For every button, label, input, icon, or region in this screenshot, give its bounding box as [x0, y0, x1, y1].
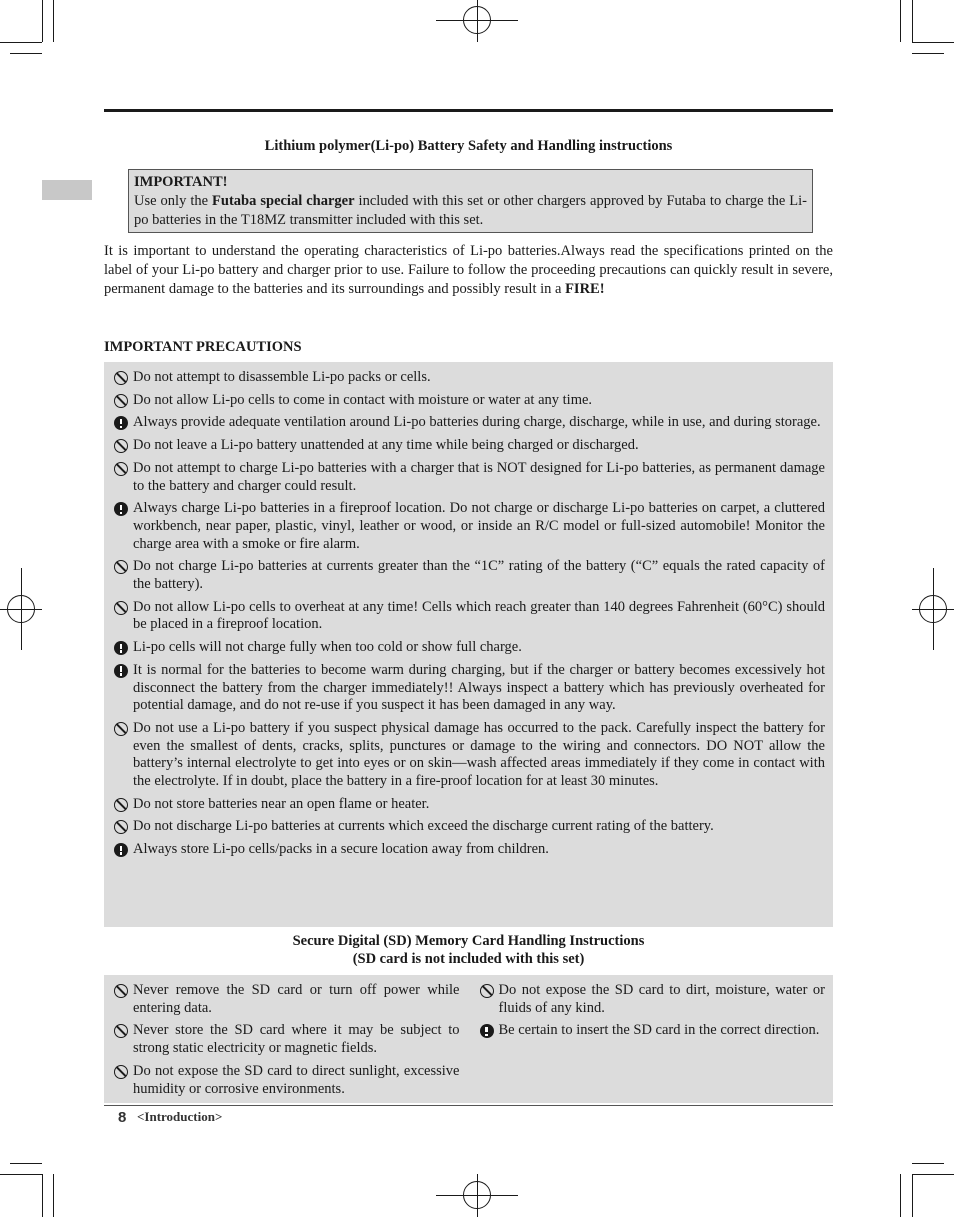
list-item: [114, 437, 825, 455]
list-item: [114, 639, 825, 657]
precautions-box: [104, 362, 833, 927]
list-item-text: Be certain to insert the SD card in the correct direction.: [498, 1022, 820, 1039]
footer-rule: [104, 1105, 833, 1106]
list-item-text: Do not expose the SD card to direct sunlight, excessive humidity or corrosive environments.: [133, 1062, 460, 1097]
list-item-text: Do not leave a Li-po battery unattended at any time while being charged or discharged.: [133, 437, 639, 454]
list-item-text: Do not allow Li-po cells to come in contact with moisture or water at any time.: [133, 391, 593, 408]
list-item-text: Do not expose the SD card to dirt, moisture, water or fluids of any kind.: [498, 982, 825, 1016]
list-item-text: It is normal for the batteries to become warm during charging, but if the charger or battery becomes excessively hot disconnect the battery from the charger immediately!! Always inspect a battery which has previously overheated for potential damage, and do not re-use if you suspect it has been damaged in any way.: [133, 661, 825, 714]
warning-icon: [114, 641, 128, 655]
footer-section-label: <Introduction>: [137, 1109, 223, 1124]
page-title: Lithium polymer(Li-po) Battery Safety and Handling instructions: [264, 138, 673, 154]
list-item-text: Do not use a Li-po battery if you suspect physical damage has occurred to the pack. Carefully inspect the battery for even the smallest of dents, cracks, splits, punctures or damage to the wiring and connectors. DO NOT allow the battery’s internal electrolyte to get into eyes or on skin—wash affected areas immediately if they come in contact with the electrolyte. If in doubt, place the battery in a fire-proof location for at least 30 minutes.: [133, 719, 825, 790]
list-item-text: Do not charge Li-po batteries at currents greater than the “1C” rating of the battery (“C” equals the rated capacity of the battery).: [133, 558, 825, 593]
list-item: [114, 818, 825, 836]
list-item-text: Do not attempt to charge Li-po batteries with a charger that is NOT designed for Li-po batteries, as permanent damage to the battery and charger could result.: [133, 459, 825, 494]
list-item: [114, 662, 825, 715]
list-item: [114, 841, 825, 859]
prohibition-icon: [114, 722, 128, 736]
prohibition-icon: [114, 439, 128, 453]
list-item-text: Do not discharge Li-po batteries at currents which exceed the discharge current rating of the battery.: [133, 818, 714, 835]
list-item: [114, 720, 825, 791]
futaba-charger-emphasis: Futaba special charger: [212, 193, 355, 209]
warning-icon: [114, 664, 128, 678]
fire-warning: FIRE!: [565, 281, 605, 297]
sd-column-right: [480, 982, 826, 1103]
list-item: [114, 1022, 460, 1057]
list-item-text: Li-po cells will not charge fully when too cold or show full charge.: [133, 639, 522, 656]
list-item: [114, 392, 825, 410]
warning-icon: [114, 502, 128, 516]
list-item-text: Never remove the SD card or turn off power while entering data.: [133, 982, 460, 1016]
intro-paragraph: It is important to understand the operating characteristics of Li-po batteries.Always read the specifications printed on the label of your Li-po battery and charger prior to use. Failure to follow the proceeding precautions can quickly result in severe, permanent damage to the batteries and its surroundings and possibly result in a FIRE!: [104, 243, 833, 297]
list-item-text: Always charge Li-po batteries in a fireproof location. Do not charge or discharge Li-po batteries on carpet, a cluttered workbench, near paper, plastic, vinyl, leather or wood, or inside an R/C model or full-sized automobile! Monitor the charge area with a smoke or fire alarm.: [133, 500, 825, 552]
prohibition-icon: [114, 601, 128, 615]
important-heading: IMPORTANT!: [134, 174, 228, 190]
list-item: [114, 460, 825, 495]
list-item: [114, 500, 825, 553]
list-item: [480, 982, 826, 1017]
header-rule: [104, 109, 833, 112]
prohibition-icon: [114, 1065, 128, 1079]
prohibition-icon: [114, 1024, 128, 1038]
prohibition-icon: [480, 984, 494, 998]
prohibition-icon: [114, 798, 128, 812]
list-item: [114, 982, 460, 1017]
important-text: Use only the Futaba special charger included with this set or other chargers approved by Futaba to charge the Li-po batteries in the T18MZ transmitter included with this set.: [134, 193, 808, 228]
list-item: [114, 558, 825, 593]
list-item-text: Do not allow Li-po cells to overheat at any time! Cells which reach greater than 140 degrees Fahrenheit (60°C) should be placed in a fireproof location.: [133, 598, 825, 633]
list-item-text: Always store Li-po cells/packs in a secure location away from children.: [133, 841, 549, 858]
prohibition-icon: [114, 462, 128, 476]
list-item: [114, 414, 825, 432]
sd-instructions-box: [104, 975, 833, 1103]
list-item: [114, 599, 825, 634]
sd-title: Secure Digital (SD) Memory Card Handling Instructions (SD card is not included with this set): [292, 933, 645, 967]
list-item: [114, 369, 825, 387]
prohibition-icon: [114, 820, 128, 834]
prohibition-icon: [114, 394, 128, 408]
prohibition-icon: [114, 371, 128, 385]
chapter-side-tab: [42, 180, 92, 200]
important-notice-box: [128, 169, 813, 233]
list-item-text: Do not store batteries near an open flame or heater.: [133, 795, 430, 812]
list-item: [114, 1063, 460, 1098]
warning-icon: [480, 1024, 494, 1038]
prohibition-icon: [114, 984, 128, 998]
list-item-text: Never store the SD card where it may be subject to strong static electricity or magnetic fields.: [133, 1022, 460, 1057]
list-item-text: Always provide adequate ventilation around Li-po batteries during charge, discharge, while in use, and during storage.: [133, 414, 821, 431]
list-item: [114, 796, 825, 814]
warning-icon: [114, 843, 128, 857]
page-number: 8: [118, 1109, 127, 1126]
list-item: [480, 1022, 826, 1040]
warning-icon: [114, 416, 128, 430]
sd-column-left: [114, 982, 460, 1103]
list-item-text: Do not attempt to disassemble Li-po packs or cells.: [133, 369, 431, 385]
precautions-heading: IMPORTANT PRECAUTIONS: [104, 339, 302, 355]
prohibition-icon: [114, 560, 128, 574]
